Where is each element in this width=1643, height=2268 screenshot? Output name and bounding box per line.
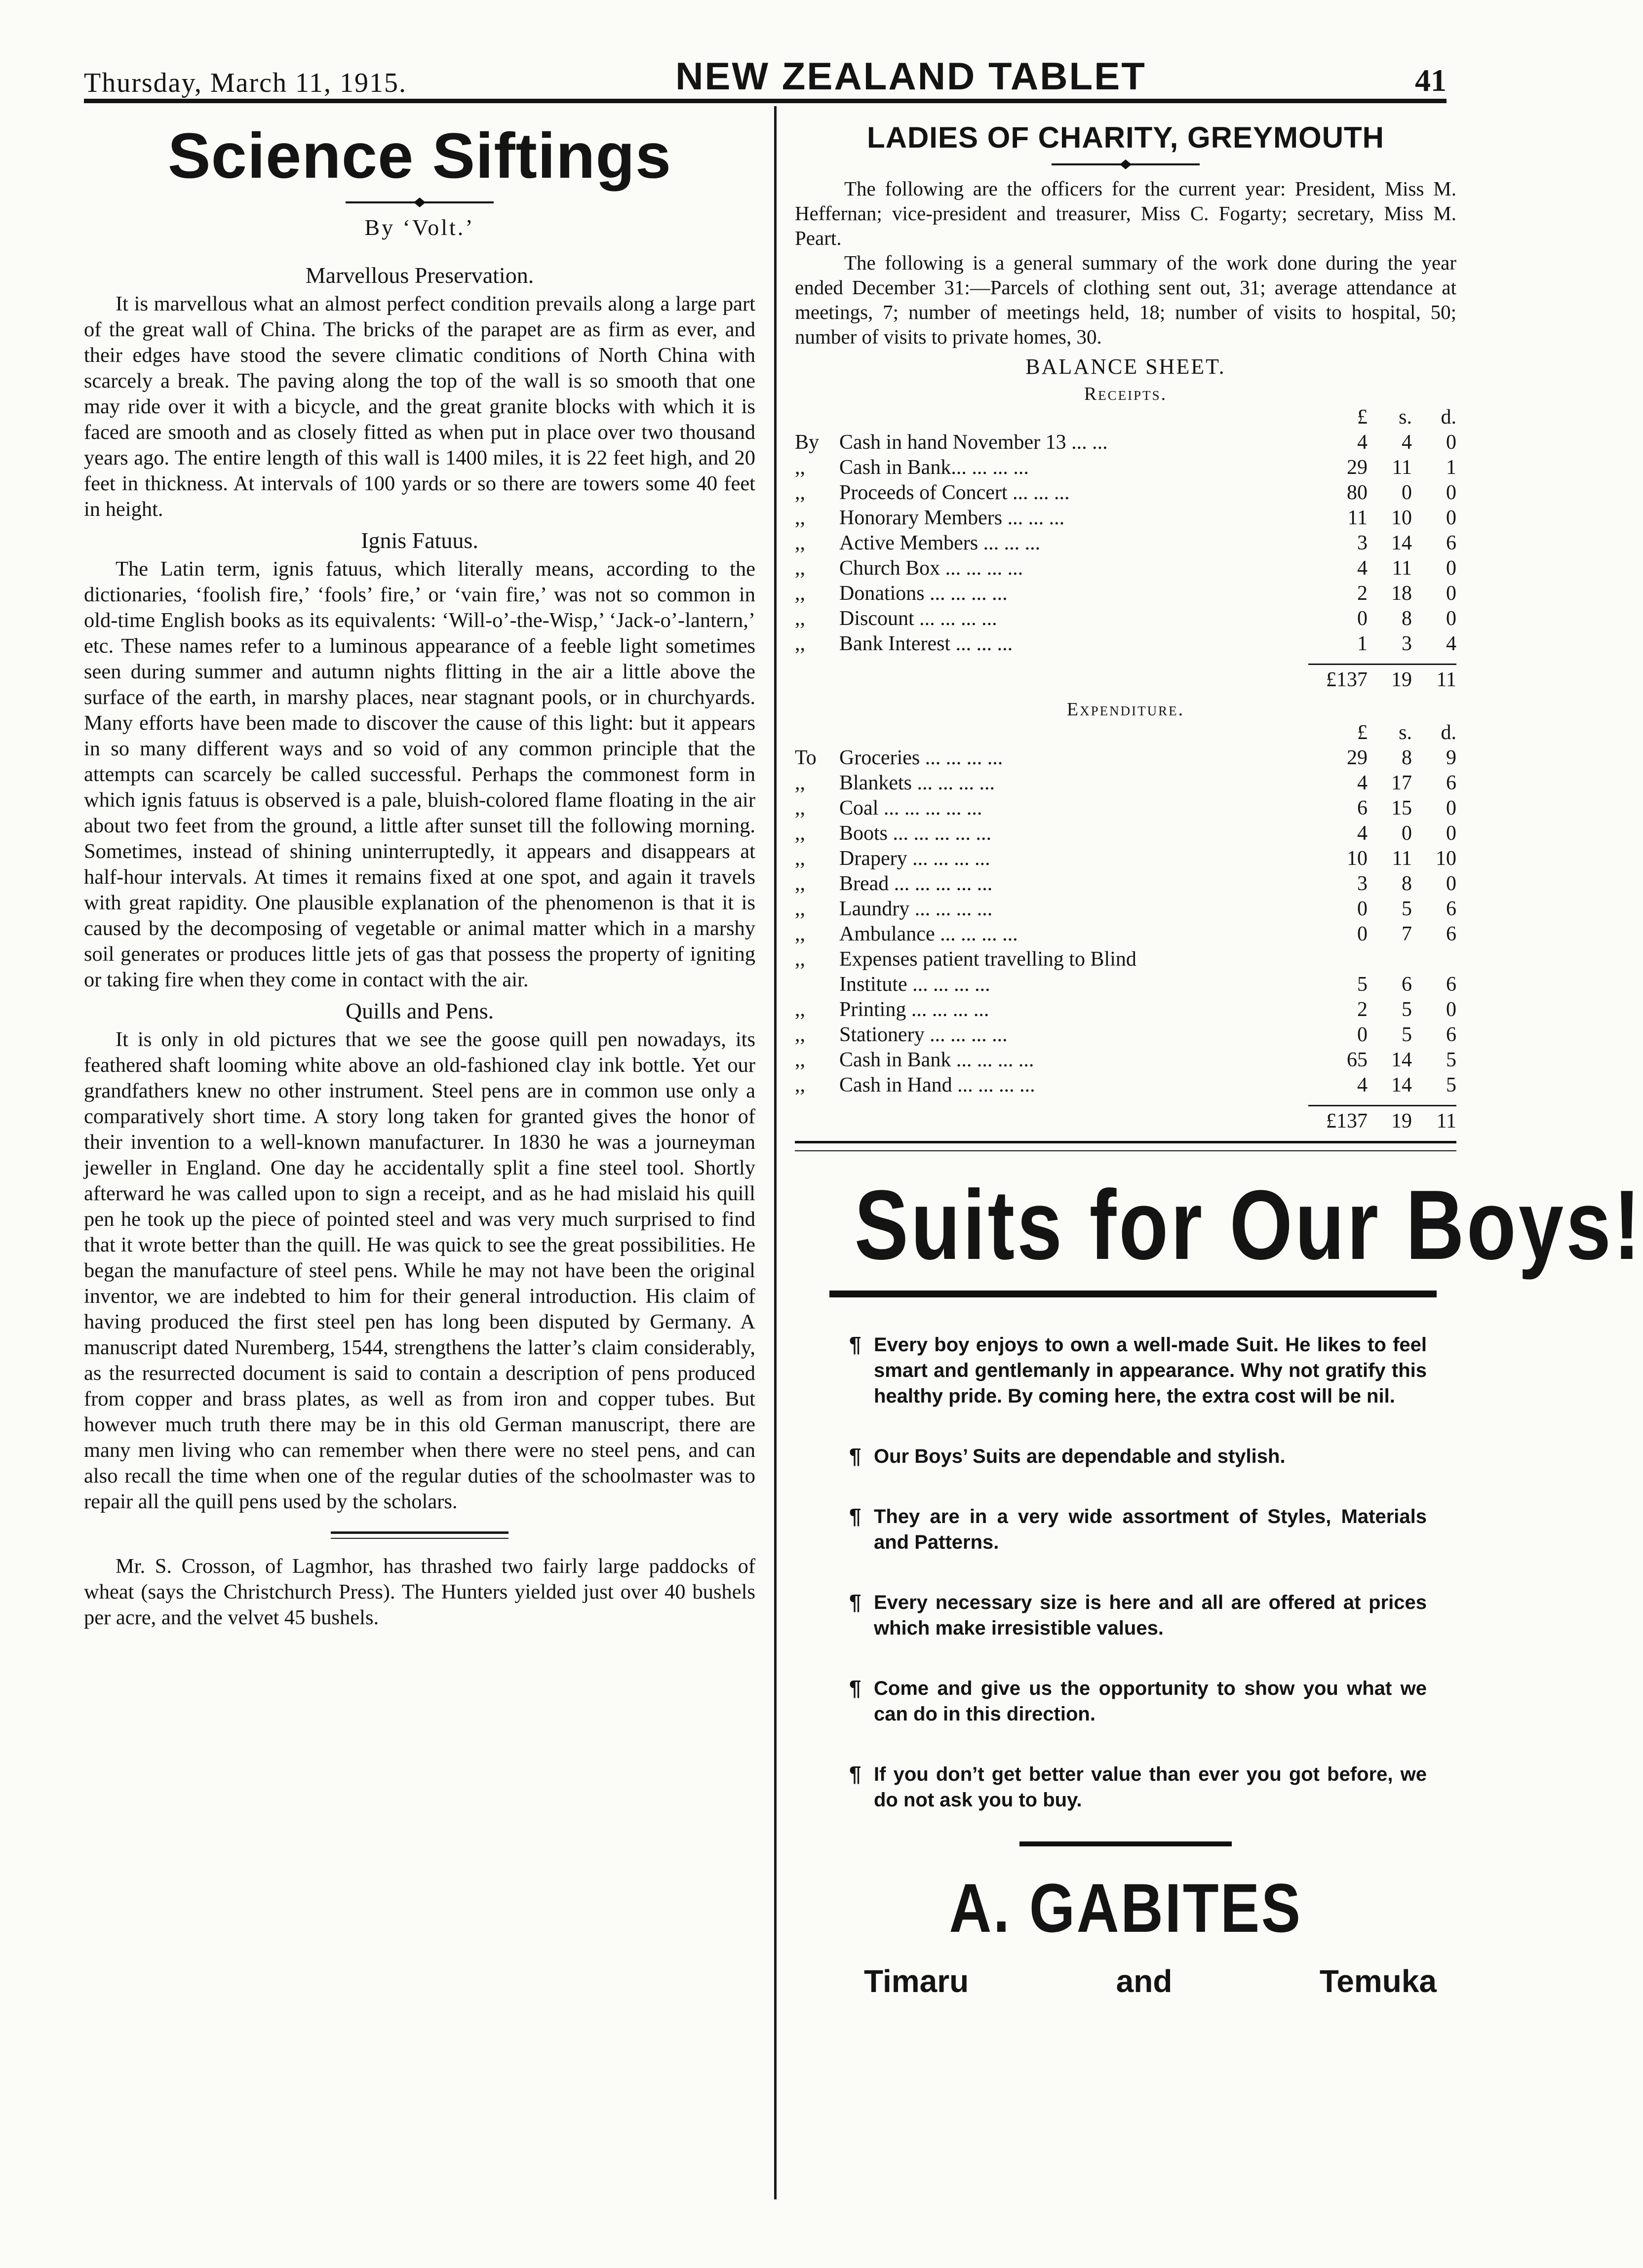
location-temuka: Temuka	[1319, 1963, 1437, 1999]
ad-bullet-text: If you don’t get better value than ever you got before, we do not ask you to buy.	[874, 1763, 1427, 1811]
ledger-shillings: 3	[1402, 632, 1412, 655]
right-column	[795, 109, 1643, 1999]
ledger-pounds: 4	[1357, 1074, 1368, 1096]
ledger-prefix: ,,	[795, 822, 805, 845]
ad-bullet-text: Every necessary size is here and all are offered at prices which make irresistible values.	[874, 1592, 1427, 1639]
ledger-shillings: 0	[1402, 481, 1412, 504]
ledger-pounds: 0	[1357, 607, 1368, 630]
ledger-pounds: 29	[1347, 456, 1368, 479]
ledger-row	[795, 846, 1456, 871]
ledger-label: Ambulance ... ... ... ...	[839, 923, 1018, 945]
ledger-shillings: 4	[1402, 431, 1412, 454]
pence-heading: d.	[1441, 406, 1456, 429]
ledger-label: Cash in Bank ... ... ... ...	[839, 1049, 1034, 1071]
article-title: Science Siftings	[167, 119, 672, 192]
receipts-total	[795, 665, 1456, 695]
ledger-prefix: ,,	[795, 1023, 805, 1046]
ledger-prefix: ,,	[795, 998, 805, 1021]
ledger-pounds: 65	[1347, 1049, 1368, 1071]
ledger-pence: 6	[1446, 923, 1456, 945]
ledger-row	[795, 430, 1456, 455]
ledger-prefix: ,,	[795, 948, 805, 971]
ledger-row	[795, 606, 1456, 631]
ledger-pence: 5	[1446, 1049, 1456, 1071]
section-divider	[795, 1141, 1456, 1151]
ledger-prefix: ,,	[795, 898, 805, 920]
ledger-label: Cash in Bank... ... ... ...	[839, 456, 1029, 479]
ledger-shillings: 5	[1402, 998, 1412, 1021]
ledger-shillings: 18	[1391, 582, 1412, 605]
section-heading: Quills and Pens.	[345, 998, 494, 1023]
pilcrow-icon: ¶	[849, 1444, 861, 1468]
receipts-ledger	[795, 405, 1456, 695]
section-body: It is marvellous what an almost perfect condition prevails along a large part of the great wall of China. The bricks of the parapet are as firm as ever, and their edges have stood the severe climatic conditions of North China with scarcely a break. The paving along the top of the wall is so smooth that one may ride over it with a bicycle, and the great granite blocks with which it is faced are smooth and as closely fitted as when put in place over two thousand years ago. The entire length of this wall is 1400 miles, it is 22 feet high, and 20 feet in thickness. At intervals of 100 yards or so there are towers some 40 feet in height.	[84, 292, 755, 521]
ledger-pence: 0	[1446, 507, 1456, 529]
section-heading: Marvellous Preservation.	[305, 263, 534, 288]
ledger-row	[795, 771, 1456, 796]
ledger-pence: 6	[1446, 898, 1456, 920]
pilcrow-icon: ¶	[849, 1590, 861, 1614]
ledger-prefix: ,,	[795, 872, 805, 895]
ledger-label: Proceeds of Concert ... ... ...	[839, 481, 1070, 504]
ledger-label: Cash in hand November 13 ... ...	[839, 431, 1108, 454]
pence-heading: d.	[1441, 721, 1456, 744]
total-pounds: £137	[1326, 1110, 1368, 1133]
ledger-pence: 0	[1446, 872, 1456, 895]
ad-bullet-text: They are in a very wide assortment of Styles, Materials and Patterns.	[874, 1506, 1427, 1553]
ledger-label: Boots ... ... ... ... ...	[839, 822, 992, 845]
ledger-row	[795, 796, 1456, 821]
ledger-pence: 0	[1446, 607, 1456, 630]
ledger-pence: 6	[1446, 532, 1456, 554]
ledger-shillings: 6	[1402, 973, 1412, 996]
ad-bullet	[849, 1761, 1427, 1813]
ad-short-rule	[1019, 1841, 1232, 1846]
ledger-shillings: 14	[1391, 1074, 1412, 1096]
ledger-pence: 4	[1446, 632, 1456, 655]
ledger-shillings: 7	[1402, 923, 1412, 945]
ledger-pence: 10	[1436, 847, 1456, 870]
ledger-prefix: ,,	[795, 582, 805, 605]
ledger-shillings: 15	[1391, 797, 1412, 820]
ledger-row	[795, 1073, 1456, 1098]
ad-bullets	[795, 1332, 1456, 1813]
page-number: 41	[1414, 63, 1447, 98]
ledger-pounds: 5	[1357, 973, 1368, 996]
ledger-pounds	[1313, 947, 1368, 972]
ledger-prefix: ,,	[795, 632, 805, 655]
news-item: Mr. S. Crosson, of Lagmhor, has thrashed two fairly large paddocks of wheat (says the Christchurch Press). The Hunters yielded just over 40 bushels per acre, and the velvet 45 bushels.	[84, 1555, 755, 1629]
ledger-pounds: 0	[1357, 1023, 1368, 1046]
ledger-row	[795, 455, 1456, 480]
location-conjunction: and	[1116, 1963, 1173, 1999]
ad-bullet	[849, 1444, 1427, 1469]
ledger-prefix	[795, 972, 839, 997]
ledger-shillings: 10	[1391, 507, 1412, 529]
ledger-pounds: 6	[1357, 797, 1368, 820]
ad-bullet	[849, 1504, 1427, 1555]
ad-bullet	[849, 1676, 1427, 1727]
ledger-shillings: 5	[1402, 898, 1412, 920]
ledger-pounds: 2	[1357, 582, 1368, 605]
ad-headline: Suits for Our Boys!	[854, 1170, 1643, 1280]
ledger-pounds: 4	[1357, 431, 1368, 454]
pound-heading: £	[1357, 721, 1368, 744]
ledger-prefix: ,,	[795, 557, 805, 580]
ledger-row	[795, 556, 1456, 581]
ledger-row	[795, 745, 1456, 771]
ledger-pence: 6	[1446, 973, 1456, 996]
byline: By ‘Volt.’	[364, 215, 475, 240]
ornament-rule-icon	[346, 196, 494, 208]
ledger-label: Institute ... ... ... ...	[839, 973, 990, 996]
ledger-pounds: 3	[1357, 532, 1368, 554]
ledger-pounds: 4	[1357, 822, 1368, 845]
column-divider	[774, 106, 777, 2199]
ad-bullet-text: Every boy enjoys to own a well-made Suit. He likes to feel smart and gentlemanly in appearance. Why not gratify this healthy pride. By coming here, the extra cost will be nil.	[874, 1334, 1427, 1407]
balance-sheet-title: BALANCE SHEET.	[1025, 354, 1226, 379]
ledger-pounds: 3	[1357, 872, 1368, 895]
ledger-row	[795, 871, 1456, 897]
ledger-prefix: ,,	[795, 1074, 805, 1096]
ledger-pounds: 4	[1357, 557, 1368, 580]
ledger-pounds: 1	[1357, 632, 1368, 655]
ledger-row	[795, 631, 1456, 657]
ledger-shillings: 14	[1391, 532, 1412, 554]
ledger-shillings: 8	[1402, 746, 1412, 769]
ledger-prefix: To	[795, 746, 817, 769]
ledger-row	[795, 506, 1456, 531]
ledger-pence: 0	[1446, 431, 1456, 454]
ornament-rule-icon	[1052, 158, 1200, 170]
location-timaru: Timaru	[864, 1963, 969, 1999]
pilcrow-icon: ¶	[849, 1332, 861, 1357]
currency-header-row	[795, 720, 1456, 745]
ledger-pence: 5	[1446, 1074, 1456, 1096]
pilcrow-icon: ¶	[849, 1676, 861, 1700]
ledger-pence: 0	[1446, 822, 1456, 845]
ledger-pence	[1412, 947, 1456, 972]
total-pence: 11	[1436, 1110, 1456, 1133]
ledger-pence: 0	[1446, 582, 1456, 605]
receipts-heading: Receipts.	[1084, 384, 1168, 404]
ledger-prefix: By	[795, 431, 820, 454]
ledger-row	[795, 922, 1456, 947]
ledger-label: Bread ... ... ... ... ...	[839, 872, 993, 895]
ledger-prefix: ,,	[795, 797, 805, 820]
ad-rule	[829, 1290, 1437, 1297]
ledger-shillings: 17	[1391, 772, 1412, 794]
ledger-shillings: 8	[1402, 872, 1412, 895]
total-pence: 11	[1436, 668, 1456, 691]
ledger-pence: 6	[1446, 772, 1456, 794]
ledger-shillings	[1368, 947, 1412, 972]
ledger-prefix: ,,	[795, 1049, 805, 1071]
ledger-label: Donations ... ... ... ...	[839, 582, 1008, 605]
ledger-pence: 0	[1446, 481, 1456, 504]
section-body: It is only in old pictures that we see the goose quill pen nowadays, its feathered shaft looming white above an old-fashioned clay ink bottle. Yet our grandfathers knew no other instrument. Steel pens are in common use only a comparatively short time. A story long taken for granted gives the honor of their invention to a well-known manufacturer. In 1830 he was a journeyman jeweller in England. One day he accidentally split a fine steel tool. Shortly afterward he was called upon to sign a receipt, and as he had mislaid his quill pen he took up the piece of pointed steel and was very much surprised to find that it wrote better than the quill. He was quick to see the great possibilities. He began the manufacture of steel pens. While he may not have been the original inventor, we are indebted to him for their general introduction. His claim of having produced the first steel pen has long been disputed by Germany. A manuscript dated Nuremberg, 1544, strengthens the latter’s claim considerably, as the resurrected document is said to contain a description of pens produced from copper and brass plates, as well as from iron and copper tubes. But however much truth there may be in this old German manuscript, there are many men living who can remember when there were no steel pens, and can also recall the time when one of the regular duties of the schoolmaster was to repair all the quill pens used by the scholars.	[84, 1028, 755, 1513]
ledger-label: Church Box ... ... ... ...	[839, 557, 1023, 580]
pilcrow-icon: ¶	[849, 1504, 861, 1528]
ledger-prefix: ,,	[795, 481, 805, 504]
ledger-label: Coal ... ... ... ... ...	[839, 797, 982, 820]
expenditure-heading: Expenditure.	[1066, 699, 1185, 720]
issue-date: Thursday, March 11, 1915.	[84, 68, 407, 98]
expenditure-total	[795, 1106, 1456, 1136]
ad-bullet	[849, 1332, 1427, 1409]
ledger-pounds: 2	[1357, 998, 1368, 1021]
ledger-label: Laundry ... ... ... ...	[839, 898, 993, 920]
section-heading: Ignis Fatuus.	[361, 528, 478, 553]
section-body: The Latin term, ignis fatuus, which literally means, according to the dictionaries, ‘foolish fire,’ ‘fools’ fire,’ or ‘vain fire,’ was not so common in old-time English books as its equivalents: ‘Will-o’-the-Wisp,’ ‘Jack-o’-lantern,’ etc. These names refer to a luminous appearance of a feeble light sometimes seen during summer and autumn nights flitting in the air a little above the surface of the earth, in marshy places, near stagnant pools, or in churchyards. Many efforts have been made to discover the cause of this light: but it appears in so many different ways and so void of any common principle that the attempts can scarcely be called successful. Perhaps the commonest form in which ignis fatuus is observed is a pale, bluish-colored flame floating in the air about two feet from the ground, a little after sunset till the following morning. Sometimes, instead of shining uninterruptedly, it appears and disappears at half-hour intervals. At times it remains fixed at one spot, and again it travels with great rapidity. One plausible explanation of the phenomenon is that it is caused by the decomposing of vegetable or animal matter which in a marshy soil generates or produces little jets of gas that possess the property of igniting or taking fire when they come in contact with the air.	[84, 557, 755, 991]
ledger-label: Honorary Members ... ... ...	[839, 507, 1065, 529]
ledger-row	[795, 581, 1456, 606]
page-header	[84, 44, 1447, 103]
ledger-label: Stationery ... ... ... ...	[839, 1023, 1008, 1046]
ledger-row	[795, 997, 1456, 1022]
ledger-pounds: 29	[1347, 746, 1368, 769]
ledger-label: Blankets ... ... ... ...	[839, 772, 995, 794]
article-title: LADIES OF CHARITY, GREYMOUTH	[866, 121, 1385, 154]
ledger-pence: 1	[1446, 456, 1456, 479]
ledger-row	[795, 1022, 1456, 1048]
ledger-row	[795, 531, 1456, 556]
newspaper-title: NEW ZEALAND TABLET	[675, 54, 1146, 98]
expenditure-ledger	[795, 720, 1456, 1136]
ledger-shillings: 5	[1402, 1023, 1412, 1046]
currency-header-row	[795, 405, 1456, 430]
ledger-prefix: ,,	[795, 607, 805, 630]
ledger-shillings: 8	[1402, 607, 1412, 630]
ledger-prefix: ,,	[795, 507, 805, 529]
ledger-pounds: 11	[1347, 507, 1368, 529]
ledger-label: Groceries ... ... ... ...	[839, 746, 1003, 769]
merchant-locations	[864, 1963, 1437, 1999]
ledger-row	[795, 972, 1456, 997]
ledger-prefix: ,,	[795, 923, 805, 945]
officers-paragraph: The following are the officers for the current year: President, Miss M. Heffernan; vice-president and treasurer, Miss C. Fogarty; secretary, Miss M. Peart.	[795, 177, 1456, 249]
ledger-prefix: ,,	[795, 456, 805, 479]
ledger-pence: 0	[1446, 557, 1456, 580]
ledger-row	[795, 480, 1456, 506]
ledger-pence: 0	[1446, 998, 1456, 1021]
ledger-label: Active Members ... ... ...	[839, 532, 1041, 554]
ledger-pence: 9	[1446, 746, 1456, 769]
separator-rule	[331, 1531, 509, 1539]
shilling-heading: s.	[1399, 406, 1412, 429]
ledger-pounds: 10	[1347, 847, 1368, 870]
ledger-shillings: 11	[1392, 456, 1412, 479]
ledger-row	[795, 947, 1456, 972]
ledger-pounds: 4	[1357, 772, 1368, 794]
ledger-pounds: 80	[1347, 481, 1368, 504]
ad-bullet	[849, 1590, 1427, 1641]
ledger-pounds: 0	[1357, 898, 1368, 920]
ledger-label: Printing ... ... ... ...	[839, 998, 989, 1021]
ledger-shillings: 11	[1392, 557, 1412, 580]
shilling-heading: s.	[1399, 721, 1412, 744]
total-shillings: 19	[1391, 1110, 1412, 1133]
ledger-shillings: 14	[1391, 1049, 1412, 1071]
ledger-row	[795, 897, 1456, 922]
ad-bullet-text: Our Boys’ Suits are dependable and stylish.	[874, 1446, 1286, 1467]
pound-heading: £	[1357, 406, 1368, 429]
ledger-label: Bank Interest ... ... ...	[839, 632, 1013, 655]
ledger-label: Expenses patient travelling to Blind	[839, 948, 1136, 971]
ledger-prefix: ,,	[795, 532, 805, 554]
ledger-prefix: ,,	[795, 772, 805, 794]
ledger-pounds: 0	[1357, 923, 1368, 945]
total-shillings: 19	[1391, 668, 1412, 691]
pilcrow-icon: ¶	[849, 1762, 861, 1786]
total-pounds: £137	[1326, 668, 1368, 691]
left-column	[84, 109, 755, 1631]
merchant-name: A. GABITES	[949, 1869, 1302, 1947]
ad-bullet-text: Come and give us the opportunity to show you what we can do in this direction.	[874, 1678, 1427, 1725]
ledger-row	[795, 1048, 1456, 1073]
summary-paragraph: The following is a general summary of the work done during the year ended December 31:—Parcels of clothing sent out, 31; average attendance at meetings, 7; number of meetings held, 18; number of visits to hospital, 50; number of visits to private homes, 30.	[795, 251, 1456, 348]
ledger-pence: 6	[1446, 1023, 1456, 1046]
ledger-shillings: 11	[1392, 847, 1412, 870]
ledger-row	[795, 821, 1456, 846]
ledger-label: Discount ... ... ... ...	[839, 607, 997, 630]
ledger-prefix: ,,	[795, 847, 805, 870]
ledger-label: Drapery ... ... ... ...	[839, 847, 990, 870]
ledger-label: Cash in Hand ... ... ... ...	[839, 1074, 1035, 1096]
ledger-pence: 0	[1446, 797, 1456, 820]
ledger-shillings: 0	[1402, 822, 1412, 845]
